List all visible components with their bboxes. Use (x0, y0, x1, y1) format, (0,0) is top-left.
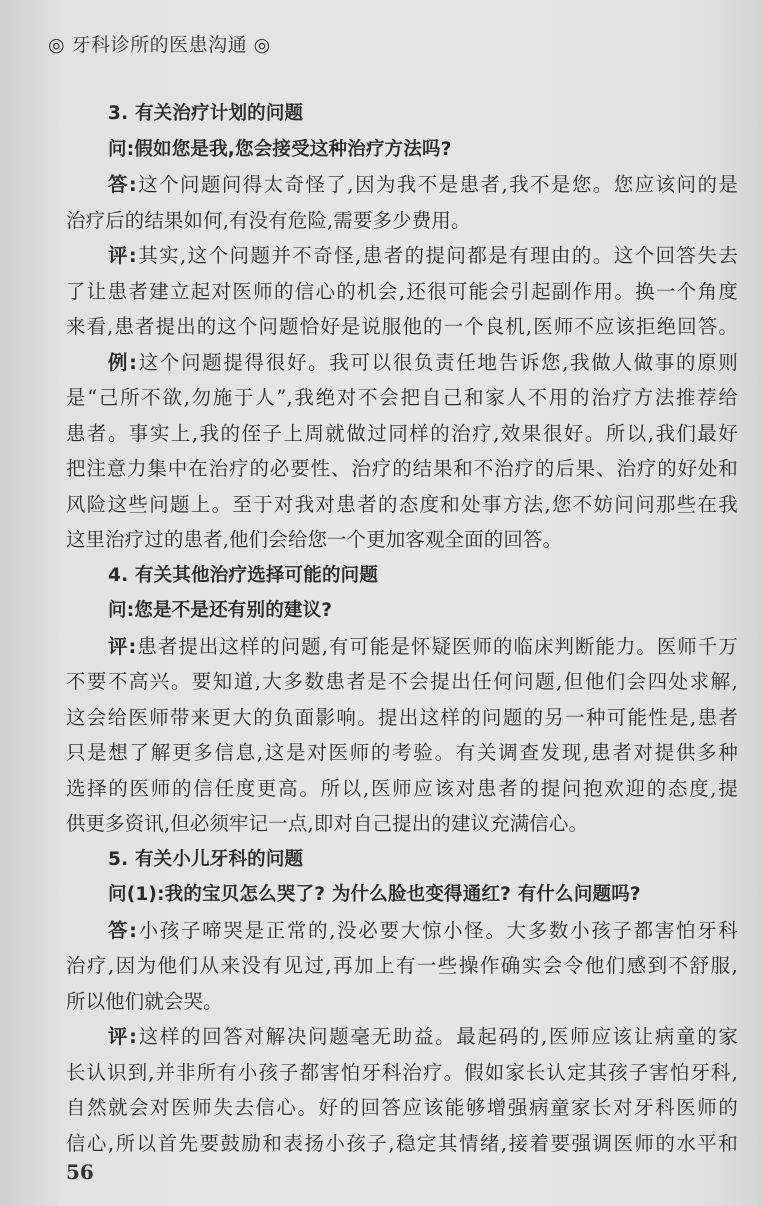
answer-lead: 答: (108, 173, 137, 196)
text-span: 小孩子啼哭是正常的,没必要大惊小怪。大多数小孩子都害怕牙科 (137, 918, 739, 942)
paragraph-line: 供更多资讯,但必须牢记一点,即对自己提出的建议充满信心。 (66, 812, 589, 835)
text-span: 这个问题提得很好。我可以很负责任地告诉您,我做人做事的原则 (137, 350, 739, 374)
paragraph-line: 长认识到,并非所有小孩子都害怕牙科治疗。假如家长认定其孩子害怕牙科, (66, 1060, 738, 1084)
paragraph-line: 信心,所以首先要鼓励和表扬小孩子,稳定其情绪,接着要强调医师的水平和 (66, 1131, 738, 1155)
paragraph-line: 治疗后的结果如何,有没有危险,需要多少费用。 (66, 208, 471, 232)
comment-paragraph-line (66, 629, 738, 665)
section-heading: 3. 有关治疗计划的问题 (108, 103, 304, 124)
comment-lead: 评: (108, 634, 137, 658)
question-line: 问:您是不是还有别的建议? (108, 600, 333, 621)
text-span: 其实,这个问题并不奇怪,患者的提问都是有理由的。这个回答失去 (136, 244, 738, 267)
section-heading: 4. 有关其他治疗选择可能的问题 (108, 564, 379, 586)
comment-lead: 评: (108, 1025, 138, 1048)
question-line: 问:假如您是我,您会接受这种治疗方法吗? (108, 138, 452, 160)
paragraph-line: 把注意力集中在治疗的必要性、治疗的结果和不治疗的后果、治疗的好处和 (66, 457, 738, 480)
running-head: ◎ 牙科诊所的医患沟通 ◎ (48, 34, 271, 56)
paragraph-line: 风险这些问题上。至于对我对患者的态度和处事方法,您不妨问问那些在我 (66, 492, 738, 516)
text-span: 患者提出这样的问题,有可能是怀疑医师的临床判断能力。医师千万 (136, 634, 738, 658)
paragraph-line: 治疗,因为他们从来没有见过,再加上有一些操作确实会令他们感到不舒服, (66, 954, 738, 977)
comment-paragraph-line (66, 238, 738, 274)
paragraph-line: 这会给医师带来更大的负面影响。提出这样的问题的另一种可能性是,患者 (66, 705, 738, 729)
example-paragraph-line (66, 345, 738, 381)
paragraph-line: 是“己所不欲,勿施于人”,我绝对不会把自己和家人不用的治疗方法推荐给 (66, 386, 738, 409)
page-number: 56 (66, 1160, 94, 1184)
text-span: 这样的回答对解决问题毫无助益。最起码的,医师应该让病童的家 (137, 1025, 739, 1048)
paragraph-line: 了让患者建立起对医师的信心的机会,还很可能会引起副作用。换一个角度 (66, 279, 738, 303)
paragraph-line: 只是想了解更多信息,这是对医师的考验。有关调查发现,患者对提供多种 (66, 741, 738, 764)
example-lead: 例: (108, 350, 138, 374)
page-body (66, 96, 738, 1161)
paragraph-line: 自然就会对医师失去信心。好的回答应该能够增强病童家长对牙科医师的 (66, 1096, 738, 1119)
paragraph-line: 患者。事实上,我的侄子上周就做过同样的治疗,效果很好。所以,我们最好 (66, 421, 738, 445)
paragraph-line: 这里治疗过的患者,他们会给您一个更加客观全面的回答。 (66, 528, 563, 551)
paragraph-line: 选择的医师的信任度更高。所以,医师应该对患者的提问抱欢迎的态度,提 (66, 776, 738, 800)
comment-lead: 评: (108, 244, 137, 267)
paragraph-line: 不要不高兴。要知道,大多数患者是不会提出任何问题,但他们会四处求解, (66, 670, 738, 693)
question-line: 问(1):我的宝贝怎么哭了? 为什么脸也变得通红? 有什么问题吗? (108, 884, 641, 905)
paragraph-line: 来看,患者提出的这个问题恰好是说服他的一个良机,医师不应该拒绝回答。 (66, 315, 738, 338)
answer-paragraph-line (66, 167, 738, 203)
text-span: 这个问题问得太奇怪了,因为我不是患者,我不是您。您应该问的是 (136, 173, 738, 196)
paragraph-line: 所以他们就会哭。 (66, 989, 223, 1013)
answer-paragraph-line (66, 913, 738, 949)
answer-lead: 答: (108, 918, 138, 942)
section-heading: 5. 有关小儿牙科的问题 (108, 848, 304, 870)
comment-paragraph-line (66, 1019, 738, 1055)
